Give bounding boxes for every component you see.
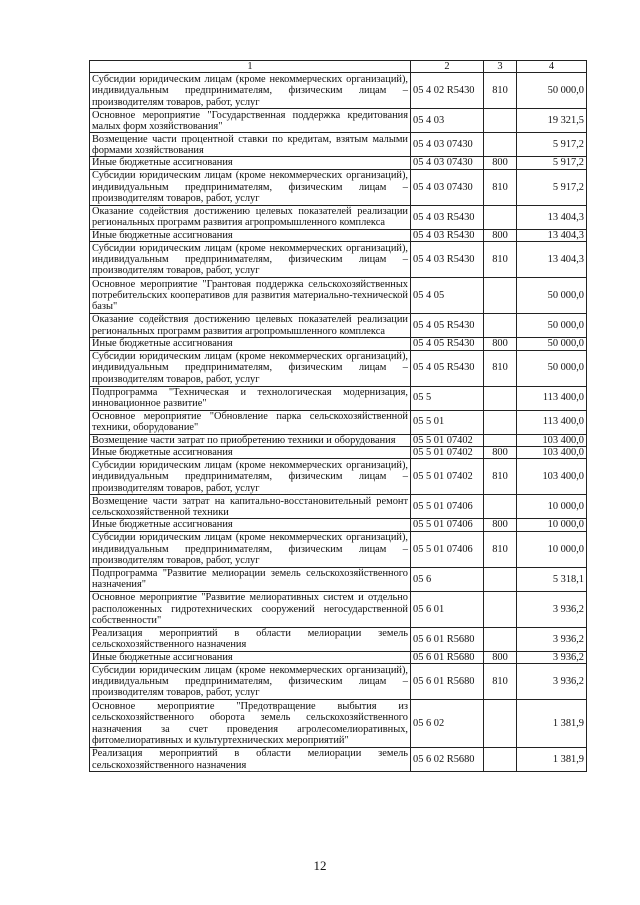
table-row (90, 205, 587, 229)
row-sum-cell: 50 000,0 (517, 314, 587, 338)
table-row (90, 434, 587, 446)
row-code-cell: 05 5 01 07402 (411, 459, 484, 495)
row-sum-cell: 13 404,3 (517, 205, 587, 229)
row-name-cell: Оказание содействия достижению целевых показателей реализации региональных программ развития агропромышленного комплекса (90, 205, 411, 229)
table-row (90, 519, 587, 531)
table-row (90, 229, 587, 241)
row-code-cell: 05 5 (411, 386, 484, 410)
row-code-cell: 05 4 03 R5430 (411, 229, 484, 241)
row-code-cell: 05 6 02 R5680 (411, 748, 484, 772)
row-code-cell: 05 6 01 R5680 (411, 651, 484, 663)
row-vr-cell: 800 (484, 229, 517, 241)
row-code-cell: 05 6 02 (411, 700, 484, 748)
row-sum-cell: 103 400,0 (517, 459, 587, 495)
row-sum-cell: 50 000,0 (517, 338, 587, 350)
row-name-cell: Возмещение части процентной ставки по кредитам, взятым малыми формами хозяйствования (90, 133, 411, 157)
table-row (90, 664, 587, 700)
row-sum-cell: 113 400,0 (517, 386, 587, 410)
row-name-cell: Иные бюджетные ассигнования (90, 447, 411, 459)
row-code-cell: 05 4 05 R5430 (411, 350, 484, 386)
row-vr-cell (484, 133, 517, 157)
row-vr-cell (484, 205, 517, 229)
row-vr-cell: 810 (484, 350, 517, 386)
row-code-cell: 05 5 01 07406 (411, 495, 484, 519)
table-row (90, 700, 587, 748)
header-col-vr: 3 (484, 61, 517, 73)
row-name-cell: Подпрограмма "Развитие мелиорации земель сельскохозяйственного назначения" (90, 567, 411, 591)
table-row (90, 447, 587, 459)
row-sum-cell: 19 321,5 (517, 109, 587, 133)
row-name-cell: Субсидии юридическим лицам (кроме некоммерческих организаций), индивидуальным предпринимателям, физическим лицам – производителям товаров, работ, услуг (90, 459, 411, 495)
row-code-cell: 05 4 03 07430 (411, 169, 484, 205)
row-vr-cell (484, 567, 517, 591)
table-body (90, 73, 587, 772)
row-name-cell: Подпрограмма "Техническая и технологическая модернизация, инновационное развитие" (90, 386, 411, 410)
table-row (90, 386, 587, 410)
row-code-cell: 05 4 05 R5430 (411, 338, 484, 350)
row-vr-cell: 810 (484, 664, 517, 700)
row-vr-cell (484, 700, 517, 748)
row-name-cell: Основное мероприятие "Государственная поддержка кредитования малых форм хозяйствования" (90, 109, 411, 133)
row-code-cell: 05 6 (411, 567, 484, 591)
row-vr-cell: 800 (484, 157, 517, 169)
row-code-cell: 05 4 03 07430 (411, 133, 484, 157)
row-sum-cell: 5 917,2 (517, 157, 587, 169)
row-vr-cell (484, 410, 517, 434)
row-name-cell: Основное мероприятие "Обновление парка сельскохозяйственной техники, оборудование" (90, 410, 411, 434)
row-sum-cell: 103 400,0 (517, 434, 587, 446)
row-name-cell: Субсидии юридическим лицам (кроме некоммерческих организаций), индивидуальным предпринимателям, физическим лицам – производителям товаров, работ, услуг (90, 242, 411, 278)
row-name-cell: Основное мероприятие "Предотвращение выбытия из сельскохозяйственного оборота земель сельскохозяйственного назначения за счет проведения агролесомелиоративных, фитомелиоративных и культуртехнических мероприятий" (90, 700, 411, 748)
row-vr-cell: 810 (484, 169, 517, 205)
header-col-sum: 4 (517, 61, 587, 73)
table-row (90, 567, 587, 591)
table-row (90, 410, 587, 434)
row-name-cell: Основное мероприятие "Развитие мелиоративных систем и отдельно расположенных гидротехнических сооружений негосударственной собственности" (90, 591, 411, 627)
row-code-cell: 05 5 01 07402 (411, 447, 484, 459)
row-code-cell: 05 4 03 07430 (411, 157, 484, 169)
row-code-cell: 05 4 03 R5430 (411, 205, 484, 229)
row-code-cell: 05 4 02 R5430 (411, 73, 484, 109)
row-code-cell: 05 4 03 R5430 (411, 242, 484, 278)
table-row (90, 651, 587, 663)
row-sum-cell: 3 936,2 (517, 627, 587, 651)
row-sum-cell: 3 936,2 (517, 664, 587, 700)
row-sum-cell: 50 000,0 (517, 278, 587, 314)
row-code-cell: 05 5 01 07402 (411, 434, 484, 446)
row-vr-cell (484, 386, 517, 410)
row-vr-cell (484, 495, 517, 519)
row-vr-cell (484, 748, 517, 772)
table-row (90, 531, 587, 567)
row-vr-cell: 800 (484, 447, 517, 459)
row-sum-cell: 13 404,3 (517, 229, 587, 241)
row-code-cell: 05 4 05 R5430 (411, 314, 484, 338)
table-row (90, 627, 587, 651)
row-code-cell: 05 5 01 07406 (411, 531, 484, 567)
row-name-cell: Иные бюджетные ассигнования (90, 338, 411, 350)
row-vr-cell: 810 (484, 73, 517, 109)
row-vr-cell: 800 (484, 651, 517, 663)
budget-table (89, 60, 587, 772)
row-name-cell: Иные бюджетные ассигнования (90, 651, 411, 663)
header-col-name: 1 (90, 61, 411, 73)
table-row (90, 591, 587, 627)
table-row (90, 73, 587, 109)
table-row (90, 350, 587, 386)
table-row (90, 157, 587, 169)
row-code-cell: 05 5 01 07406 (411, 519, 484, 531)
row-name-cell: Иные бюджетные ассигнования (90, 157, 411, 169)
row-vr-cell: 810 (484, 459, 517, 495)
row-sum-cell: 50 000,0 (517, 73, 587, 109)
page-number: 12 (313, 858, 327, 873)
row-sum-cell: 10 000,0 (517, 531, 587, 567)
row-code-cell: 05 4 03 (411, 109, 484, 133)
row-vr-cell (484, 591, 517, 627)
row-sum-cell: 13 404,3 (517, 242, 587, 278)
row-name-cell: Возмещение части затрат на капитально-восстановительный ремонт сельскохозяйственной техники (90, 495, 411, 519)
row-code-cell: 05 4 05 (411, 278, 484, 314)
row-name-cell: Субсидии юридическим лицам (кроме некоммерческих организаций), индивидуальным предпринимателям, физическим лицам – производителям товаров, работ, услуг (90, 531, 411, 567)
row-sum-cell: 1 381,9 (517, 748, 587, 772)
table-row (90, 338, 587, 350)
table-row (90, 133, 587, 157)
row-name-cell: Реализация мероприятий в области мелиорации земель сельскохозяйственного назначения (90, 748, 411, 772)
row-vr-cell: 800 (484, 338, 517, 350)
row-sum-cell: 1 381,9 (517, 700, 587, 748)
row-vr-cell: 810 (484, 531, 517, 567)
row-vr-cell (484, 434, 517, 446)
table-row (90, 278, 587, 314)
table-row (90, 459, 587, 495)
row-sum-cell: 10 000,0 (517, 495, 587, 519)
row-code-cell: 05 6 01 (411, 591, 484, 627)
table-row (90, 495, 587, 519)
row-name-cell: Субсидии юридическим лицам (кроме некоммерческих организаций), индивидуальным предпринимателям, физическим лицам – производителям товаров, работ, услуг (90, 169, 411, 205)
row-vr-cell: 800 (484, 519, 517, 531)
row-sum-cell: 3 936,2 (517, 591, 587, 627)
row-code-cell: 05 6 01 R5680 (411, 627, 484, 651)
table-row (90, 169, 587, 205)
row-vr-cell (484, 627, 517, 651)
header-row (90, 61, 587, 73)
header-col-code: 2 (411, 61, 484, 73)
row-code-cell: 05 5 01 (411, 410, 484, 434)
row-sum-cell: 50 000,0 (517, 350, 587, 386)
row-code-cell: 05 6 01 R5680 (411, 664, 484, 700)
row-vr-cell (484, 109, 517, 133)
row-sum-cell: 10 000,0 (517, 519, 587, 531)
row-vr-cell (484, 314, 517, 338)
row-sum-cell: 113 400,0 (517, 410, 587, 434)
row-name-cell: Реализация мероприятий в области мелиорации земель сельскохозяйственного назначения (90, 627, 411, 651)
row-name-cell: Возмещение части затрат по приобретению техники и оборудования (90, 434, 411, 446)
row-sum-cell: 5 917,2 (517, 169, 587, 205)
row-sum-cell: 5 917,2 (517, 133, 587, 157)
row-vr-cell: 810 (484, 242, 517, 278)
row-name-cell: Иные бюджетные ассигнования (90, 519, 411, 531)
row-sum-cell: 3 936,2 (517, 651, 587, 663)
row-name-cell: Оказание содействия достижению целевых показателей реализации региональных программ развития агропромышленного комплекса (90, 314, 411, 338)
table-row (90, 748, 587, 772)
row-name-cell: Субсидии юридическим лицам (кроме некоммерческих организаций), индивидуальным предпринимателям, физическим лицам – производителям товаров, работ, услуг (90, 73, 411, 109)
table-row (90, 109, 587, 133)
row-name-cell: Субсидии юридическим лицам (кроме некоммерческих организаций), индивидуальным предпринимателям, физическим лицам – производителям товаров, работ, услуг (90, 664, 411, 700)
row-name-cell: Субсидии юридическим лицам (кроме некоммерческих организаций), индивидуальным предпринимателям, физическим лицам – производителям товаров, работ, услуг (90, 350, 411, 386)
row-name-cell: Основное мероприятие "Грантовая поддержка сельскохозяйственных потребительских кооперативов для развития материально-технической базы" (90, 278, 411, 314)
row-vr-cell (484, 278, 517, 314)
row-name-cell: Иные бюджетные ассигнования (90, 229, 411, 241)
table-row (90, 314, 587, 338)
row-sum-cell: 5 318,1 (517, 567, 587, 591)
table-row (90, 242, 587, 278)
row-sum-cell: 103 400,0 (517, 447, 587, 459)
